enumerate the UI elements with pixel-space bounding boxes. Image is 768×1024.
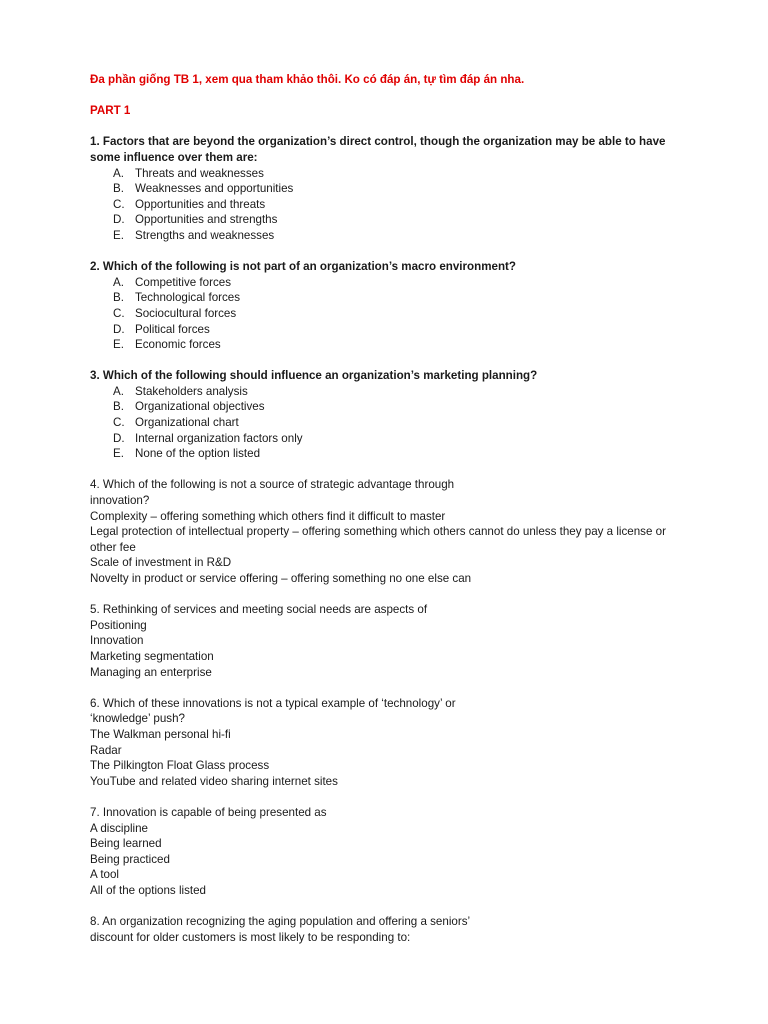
plain-option: YouTube and related video sharing internet sites [90,774,338,788]
part-title: PART 1 [90,104,131,118]
option-b [90,399,690,415]
option-letter: C. [113,306,125,320]
question-text-line: 5. Rethinking of services and meeting social needs are aspects of [90,603,428,617]
option-letter: D. [113,322,125,336]
option-text: Economic forces [135,338,221,352]
question-8 [90,914,690,945]
plain-option: Positioning [90,618,147,632]
option-letter: A. [113,384,124,398]
option-letter: D. [113,431,125,445]
question-text: 3. Which of the following should influence an organization’s marketing planning? [90,369,538,383]
plain-option: The Pilkington Float Glass process [90,759,270,773]
option-c [90,197,690,213]
plain-option: A tool [90,868,120,882]
option-text: Political forces [135,322,210,336]
option-text: Organizational objectives [135,400,265,414]
options-list [90,275,690,353]
option-letter: C. [113,416,125,430]
question-text-line: 8. An organization recognizing the aging population and offering a seniors’ [90,915,471,929]
plain-option: Legal protection of intellectual property – offering something which others cannot do unless they pay a license or other fee [90,525,666,554]
option-d [90,212,690,228]
option-text: Technological forces [135,291,241,305]
option-e [90,446,690,462]
question-text: 2. Which of the following is not part of an organization’s macro environment? [90,260,516,274]
option-letter: A. [113,166,124,180]
plain-option: All of the options listed [90,883,207,897]
plain-option: Managing an enterprise [90,665,212,679]
option-text: Organizational chart [135,416,239,430]
option-d [90,431,690,447]
option-letter: B. [113,400,124,414]
option-c [90,415,690,431]
plain-option: Complexity – offering something which others find it difficult to master [90,509,446,523]
option-a [90,384,690,400]
plain-option: Being practiced [90,852,170,866]
option-letter: C. [113,197,125,211]
option-text: Opportunities and strengths [135,213,278,227]
option-letter: E. [113,338,124,352]
question-6 [90,696,690,790]
plain-option: Marketing segmentation [90,649,214,663]
option-letter: B. [113,291,124,305]
question-2 [90,259,690,353]
option-text: None of the option listed [135,447,261,461]
plain-option: The Walkman personal hi-fi [90,727,231,741]
option-letter: A. [113,275,124,289]
option-c [90,306,690,322]
option-e [90,228,690,244]
question-text-line: innovation? [90,494,150,508]
plain-option: A discipline [90,821,149,835]
option-a [90,166,690,182]
question-text-line: 6. Which of these innovations is not a typical example of ‘technology’ or [90,696,456,710]
question-text-line: 4. Which of the following is not a source of strategic advantage through [90,478,455,492]
question-7 [90,805,690,899]
option-text: Weaknesses and opportunities [135,182,294,196]
plain-option: Radar [90,743,122,757]
option-letter: E. [113,447,124,461]
plain-option: Innovation [90,634,144,648]
option-letter: E. [113,228,124,242]
option-e [90,337,690,353]
question-4 [90,477,690,586]
option-a [90,275,690,291]
option-d [90,322,690,338]
question-text-line: discount for older customers is most likely to be responding to: [90,930,411,944]
question-1 [90,134,690,243]
plain-option: Scale of investment in R&D [90,556,232,570]
option-text: Internal organization factors only [135,431,303,445]
options-list [90,166,690,244]
option-text: Competitive forces [135,275,232,289]
document-page [90,72,690,945]
options-list [90,384,690,462]
plain-option: Being learned [90,837,162,851]
option-text: Sociocultural forces [135,306,237,320]
question-text-line: 7. Innovation is capable of being presented as [90,805,327,819]
option-text: Threats and weaknesses [135,166,264,180]
option-b [90,290,690,306]
option-letter: D. [113,213,125,227]
question-text: 1. Factors that are beyond the organization’s direct control, though the organization may be able to have some influence over them are: [90,135,666,164]
option-text: Opportunities and threats [135,197,266,211]
option-letter: B. [113,182,124,196]
question-5 [90,602,690,680]
question-3 [90,368,690,462]
option-b [90,181,690,197]
red-note: Đa phần giống TB 1, xem qua tham khảo thôi. Ko có đáp án, tự tìm đáp án nha. [90,73,525,86]
question-text-line: ‘knowledge’ push? [90,712,185,726]
option-text: Stakeholders analysis [135,384,248,398]
plain-option: Novelty in product or service offering – offering something no one else can [90,572,472,585]
option-text: Strengths and weaknesses [135,228,275,242]
